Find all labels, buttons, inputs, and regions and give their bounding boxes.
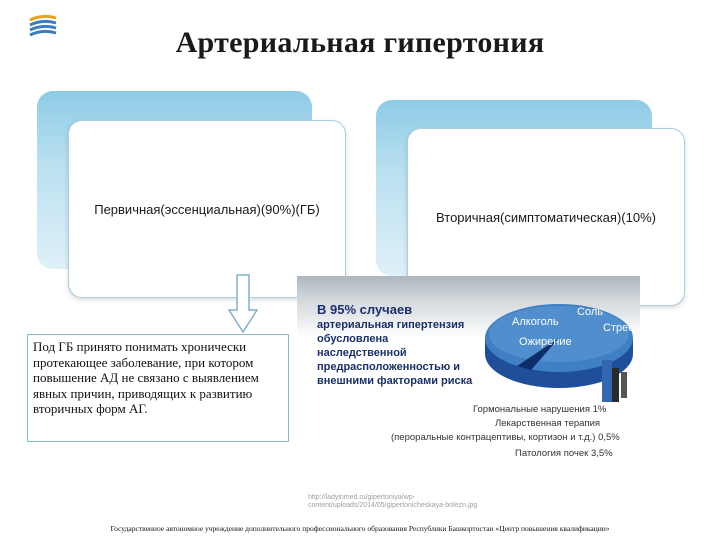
pie-label-alcohol: Алкоголь [512, 316, 559, 328]
primary-hypertension-card [68, 120, 346, 298]
footer-institution: Государственное автономное учреждение дополнительного профессионального образования Республики Башкортостан «Центр повышения квалификации» [110, 524, 610, 533]
cause-contraceptives: (пероральные контрацептивы, кортизон и т.д.) 0,5% [391, 432, 620, 443]
source-url: http://ladyinmed.ru/gipertoniya/wp-content/uploads/2014/05/gipertonicheskaya-bolezn.jpg [308, 494, 478, 509]
infographic-text [317, 302, 477, 388]
pie-chart-graphic [477, 290, 640, 410]
infographic-headline: В 95% случаев [317, 302, 413, 317]
pie-label-obesity: Ожирение [519, 336, 572, 348]
definition-note: Под ГБ принято понимать хронически протекающее заболевание, при котором повышение АД не связано с выявлением явных причин, приводящих к развитию вторичных форм АГ. [27, 334, 289, 442]
pie-label-stress: Стресс [603, 322, 640, 334]
cause-hormonal: Гормональные нарушения 1% [473, 404, 607, 415]
cause-drug-therapy: Лекарственная терапия [495, 418, 601, 429]
primary-hypertension-label: Первичная(эссенциальная)(90%)(ГБ) [94, 201, 320, 217]
secondary-hypertension-label: Вторичная(симптоматическая)(10%) [436, 209, 656, 225]
page-title: Артериальная гипертония [175, 26, 545, 59]
infographic-body: артериальная гипертензия обусловлена наследственной предрасположенностью и внешними факторами риска [317, 319, 473, 387]
pie-label-salt: Соль [577, 306, 603, 318]
down-arrow-icon [228, 274, 258, 334]
infographic-image [297, 276, 640, 468]
cause-kidney: Патология почек 3,5% [515, 448, 613, 459]
